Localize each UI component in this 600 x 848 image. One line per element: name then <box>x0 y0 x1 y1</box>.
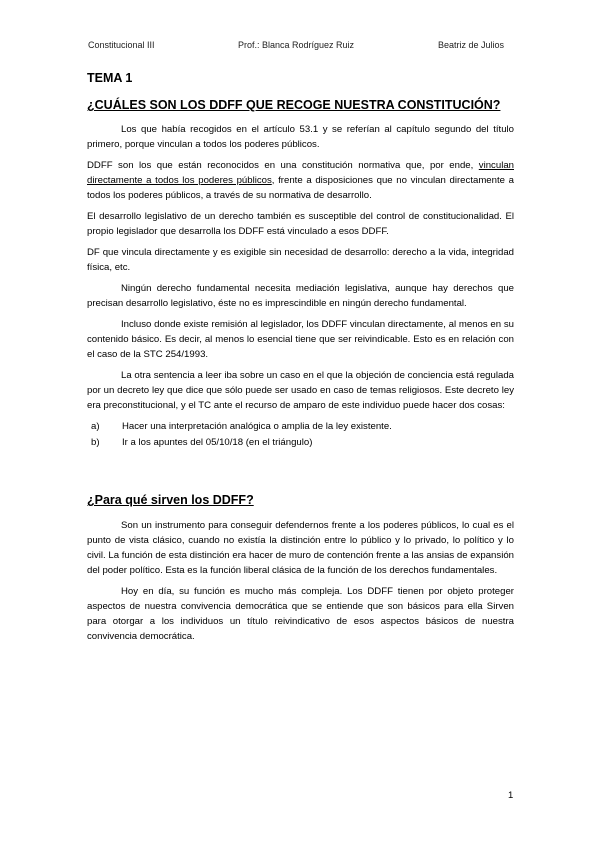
header-author: Beatriz de Julios <box>438 40 505 50</box>
paragraph: DF que vincula directamente y es exigible sin necesidad de desarrollo: derecho a la vida, integridad física, etc. <box>87 247 514 273</box>
options-list <box>87 419 514 451</box>
list-item-text: Hacer una interpretación analógica o amplia de la ley existente. <box>122 421 392 432</box>
header-course: Constitucional III <box>88 40 155 50</box>
list-item <box>87 435 514 451</box>
section1-heading: ¿CUÁLES SON LOS DDFF QUE RECOGE NUESTRA CONSTITUCIÓN? <box>87 98 501 112</box>
paragraph <box>87 158 514 203</box>
list-item <box>87 419 514 435</box>
paragraph: Incluso donde existe remisión al legislador, los DDFF vinculan directamente, al menos en su contenido básico. Es decir, al menos lo esencial tiene que ser reivindicable. Esto es en relación con el caso de la STC 254/1993. <box>87 319 514 360</box>
paragraph-text: DDFF son los que están reconocidos en una constitución normativa que, por ende, <box>87 160 479 171</box>
paragraph: La otra sentencia a leer iba sobre un caso en el que la objeción de conciencia está regulada por un decreto ley que dice que sólo puede ser usado en caso de temas religiosos. Este decreto ley era preconstitucional, y el TC ante el recurso de amparo de este individuo puede hacer dos cosas: <box>87 370 514 411</box>
paragraph: Son un instrumento para conseguir defendernos frente a los poderes públicos, lo cual es el punto de vista clásico, cuando no existía la distinción entre lo público y lo privado, lo político y lo civil. La función de esta distinción era hacer de muro de contención frente a las ansias de expansión del poder político. Esta es la función liberal clásica de la función de los derechos fundamentales. <box>87 520 514 576</box>
document-body <box>87 71 514 650</box>
paragraph: El desarrollo legislativo de un derecho también es susceptible del control de constitucionalidad. El propio legislador que desarrolla los DDFF está vinculado a esos DDFF. <box>87 211 514 237</box>
list-marker: a) <box>91 421 100 432</box>
header-professor: Prof.: Blanca Rodríguez Ruiz <box>238 40 355 50</box>
section2-heading: ¿Para qué sirven los DDFF? <box>87 493 254 507</box>
paragraph: Ningún derecho fundamental necesita mediación legislativa, aunque hay derechos que precisan desarrollo legislativo, éste no es imprescindible en ningún derecho fundamental. <box>87 283 514 309</box>
page-number: 1 <box>508 790 514 801</box>
paragraph-text: , frente a disposiciones que no vinculan directamente a todos los poderes públicos, a través de su normativa de desarrollo. <box>87 175 514 201</box>
paragraph: Los que había recogidos en el artículo 53.1 y se referían al capítulo segundo del título primero, porque vinculan a todos los poderes públicos. <box>87 124 514 150</box>
paragraph: Hoy en día, su función es mucho más compleja. Los DDFF tienen por objeto proteger aspectos de nuestra convivencia democrática que se entiende que son básicos para ella Sirven para otorgar a los individuos un título reivindicativo de esos aspectos básicos de nuestra convivencia democrática. <box>87 586 514 642</box>
underlined-text: vinculan directamente a todos los poderes públicos <box>87 160 514 186</box>
list-marker: b) <box>91 437 100 448</box>
tema-title: TEMA 1 <box>87 71 133 85</box>
list-item-text: Ir a los apuntes del 05/10/18 (en el triángulo) <box>122 437 313 448</box>
